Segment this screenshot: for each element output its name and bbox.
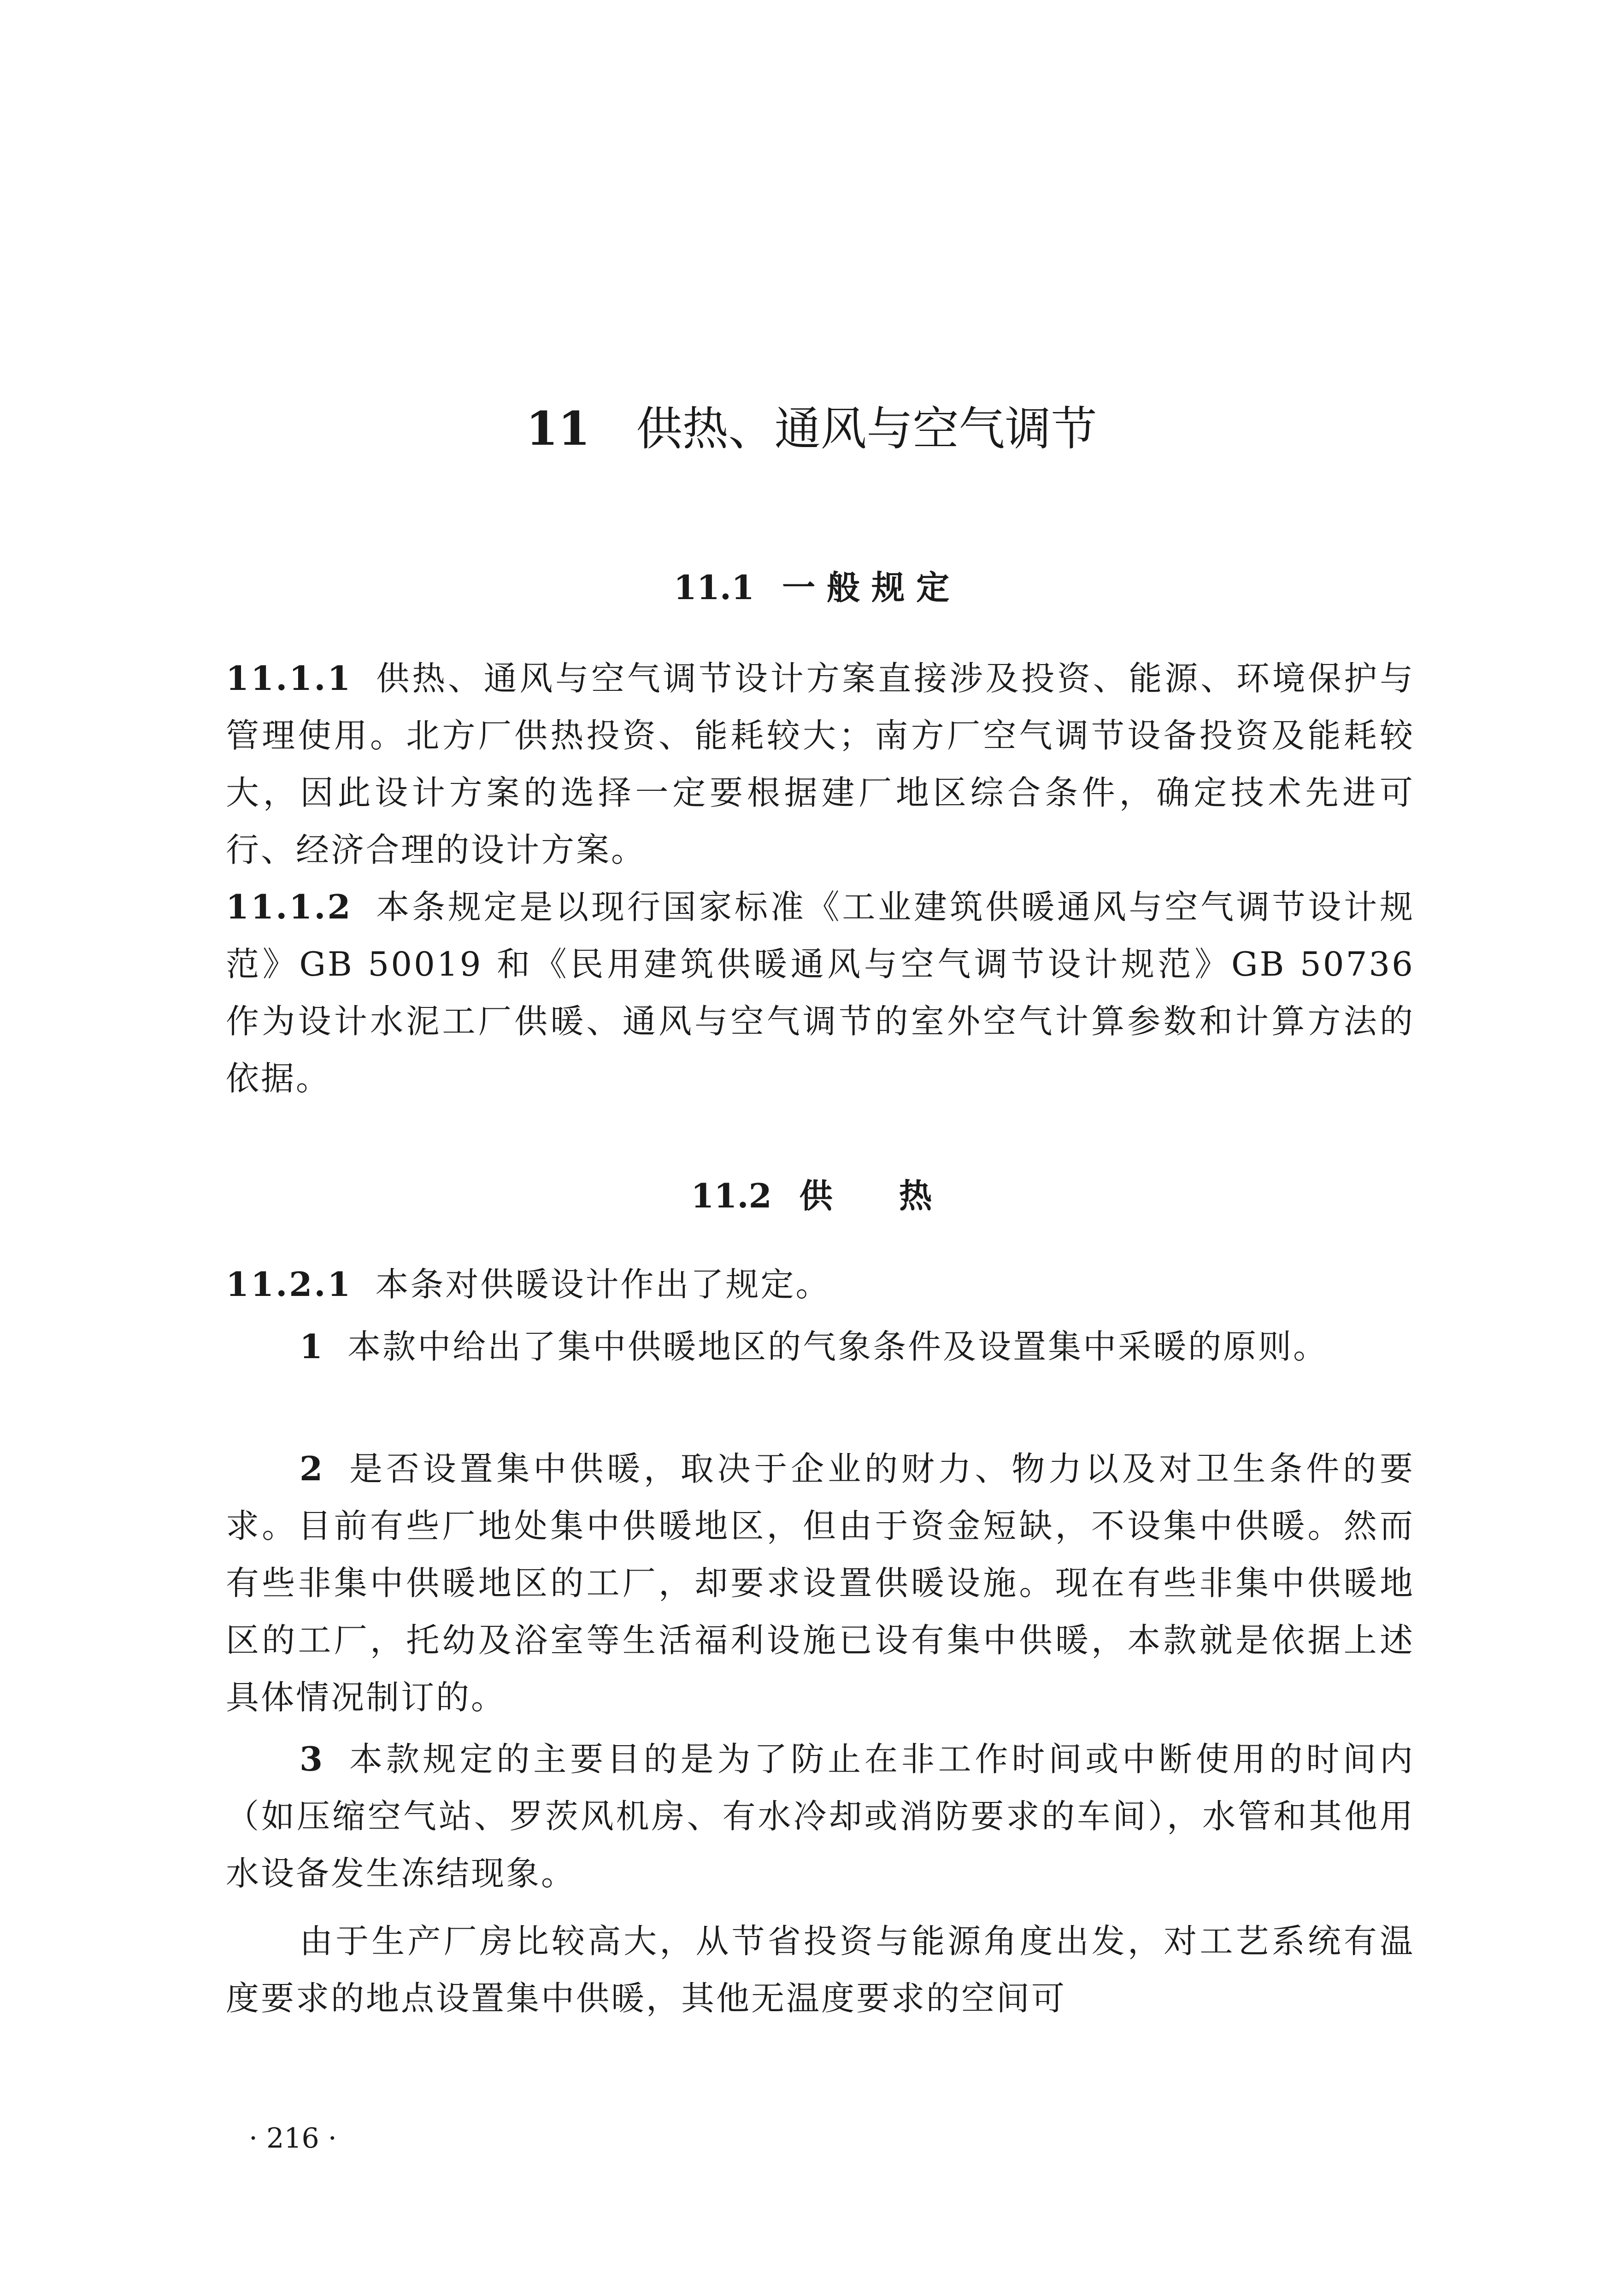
section-title-text: 一 般 规 定	[782, 568, 950, 607]
item-2	[226, 1440, 1415, 1726]
clause-number: 11.1.1	[226, 659, 353, 698]
clause-text: 本条对供暖设计作出了规定。	[375, 1265, 831, 1304]
chapter-number: 11	[526, 401, 590, 456]
clause-number: 11.1.2	[226, 887, 353, 926]
item-text: 本款规定的主要目的是为了防止在非工作时间或中断使用的时间内（如压缩空气站、罗茨风机房、有水冷却或消防要求的车间），水管和其他用水设备发生冻结现象。	[226, 1740, 1415, 1893]
section-number: 11.1	[673, 568, 755, 607]
chapter-title-text: 供热、通风与空气调节	[636, 402, 1097, 456]
clause-text: 本条规定是以现行国家标准《工业建筑供暖通风与空气调节设计规范》GB 50019 和《民用建筑供暖通风与空气调节设计规范》GB 50736 作为设计水泥工厂供暖、通风与空气调节的室外空气计算参数和计算方法的依据。	[226, 888, 1415, 1098]
section-heading-11-2	[0, 1173, 1623, 1219]
section-number: 11.2	[691, 1176, 772, 1215]
item-number: 2	[300, 1449, 325, 1488]
chapter-heading	[0, 396, 1623, 461]
clause-text: 供热、通风与空气调节设计方案直接涉及投资、能源、环境保护与管理使用。北方厂供热投资、能耗较大；南方厂空气调节设备投资及能耗较大，因此设计方案的选择一定要根据建厂地区综合条件，确定技术先进可行、经济合理的设计方案。	[226, 659, 1415, 869]
item-text: 是否设置集中供暖，取决于企业的财力、物力以及对卫生条件的要求。目前有些厂地处集中供暖地区，但由于资金短缺，不设集中供暖。然而有些非集中供暖地区的工厂，却要求设置供暖设施。现在有些非集中供暖地区的工厂，托幼及浴室等生活福利设施已设有集中供暖，本款就是依据上述具体情况制订的。	[226, 1449, 1415, 1717]
clause-11-2-1	[226, 1256, 1415, 1313]
paragraph-text: 由于生产厂房比较高大，从节省投资与能源角度出发，对工艺系统有温度要求的地点设置集中供暖，其他无温度要求的空间可	[226, 1922, 1415, 2018]
item-3	[226, 1731, 1415, 1902]
continuation-paragraph	[226, 1913, 1415, 2027]
clause-number: 11.2.1	[226, 1265, 353, 1304]
page-number: · 216 ·	[249, 2122, 337, 2155]
section-heading-11-1	[0, 565, 1623, 611]
item-text: 本款中给出了集中供暖地区的气象条件及设置集中采暖的原则。	[347, 1327, 1329, 1366]
section-title-text: 供 热	[799, 1176, 932, 1215]
item-number: 1	[300, 1327, 325, 1366]
item-number: 3	[300, 1739, 325, 1778]
item-1	[226, 1318, 1415, 1375]
clause-11-1-2	[226, 878, 1415, 1107]
clause-11-1-1	[226, 650, 1415, 878]
